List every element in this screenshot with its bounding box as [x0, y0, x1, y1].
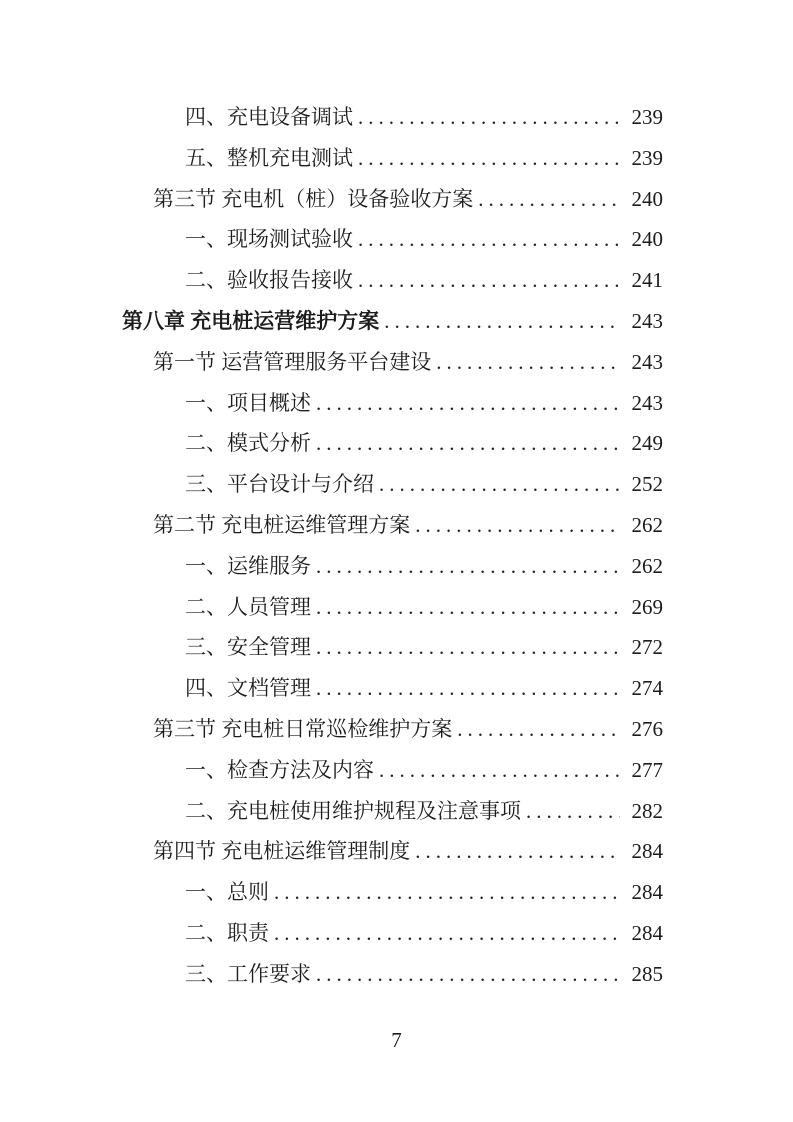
toc-dot-leader	[379, 750, 620, 791]
toc-dot-leader	[316, 546, 620, 587]
toc-entry-page-number: 262	[631, 553, 663, 578]
toc-entry-label: 一、检查方法及内容	[185, 757, 374, 782]
toc-entry-label: 第四节 充电桩运维管理制度	[153, 839, 411, 864]
toc-entry	[122, 464, 663, 505]
toc-dot-leader	[358, 260, 620, 301]
toc-entry	[122, 709, 663, 750]
toc-dot-leader	[478, 179, 620, 220]
toc-entry-label: 三、安全管理	[185, 635, 311, 660]
toc-entry-page-number: 285	[631, 961, 663, 986]
toc-entry	[122, 219, 663, 260]
toc-entry-page-number: 241	[631, 268, 663, 293]
toc-dot-leader	[358, 97, 620, 138]
toc-dot-leader	[436, 342, 620, 383]
toc-entry	[122, 423, 663, 464]
toc-entry	[122, 872, 663, 913]
toc-dot-leader	[316, 383, 620, 424]
toc-entry-label: 第二节 充电桩运维管理方案	[153, 512, 411, 537]
toc-entry-page-number: 243	[631, 390, 663, 415]
toc-entry-label: 第一节 运营管理服务平台建设	[153, 349, 432, 374]
toc-entry-page-number: 243	[631, 308, 663, 333]
toc-entry-label: 二、模式分析	[185, 431, 311, 456]
toc-entry	[122, 831, 663, 872]
toc-entry	[122, 383, 663, 424]
toc-entry-page-number: 249	[631, 431, 663, 456]
toc-entry-label: 第三节 充电桩日常巡检维护方案	[153, 716, 453, 741]
toc-entry-label: 二、职责	[185, 920, 269, 945]
toc-dot-leader	[358, 219, 620, 260]
toc-dot-leader	[316, 627, 620, 668]
toc-dot-leader	[415, 831, 620, 872]
toc-entry-page-number: 284	[631, 880, 663, 905]
toc-dot-leader	[379, 464, 620, 505]
toc-entry-label: 二、人员管理	[185, 594, 311, 619]
toc-entry	[122, 97, 663, 138]
toc-entry	[122, 505, 663, 546]
toc-dot-leader	[316, 954, 620, 995]
toc-dot-leader	[316, 587, 620, 628]
toc-entry-label: 一、项目概述	[185, 390, 311, 415]
toc-entry	[122, 750, 663, 791]
toc-dot-leader	[526, 791, 620, 832]
toc-entry-label: 四、充电设备调试	[185, 105, 353, 129]
toc-entry-page-number: 252	[631, 472, 663, 497]
toc-entry-label: 一、现场测试验收	[185, 227, 353, 252]
toc-entry	[122, 913, 663, 954]
toc-entry-page-number: 274	[631, 676, 663, 701]
toc-entry-page-number: 276	[631, 716, 663, 741]
toc-entry-page-number: 243	[631, 349, 663, 374]
toc-entry-label: 第八章 充电桩运营维护方案	[122, 308, 380, 333]
toc-entry	[122, 546, 663, 587]
toc-entry	[122, 342, 663, 383]
toc-entry	[122, 587, 663, 628]
toc-entry-page-number: 272	[631, 635, 663, 660]
toc-entry-label: 一、总则	[185, 880, 269, 905]
toc-entry-label: 一、运维服务	[185, 553, 311, 578]
toc-entry-label: 二、充电桩使用维护规程及注意事项	[185, 798, 521, 823]
toc-dot-leader	[457, 709, 620, 750]
toc-dot-leader	[274, 913, 620, 954]
toc-entry	[122, 138, 663, 179]
toc-dot-leader	[316, 668, 620, 709]
toc-dot-leader	[384, 301, 620, 342]
toc-entry-label: 二、验收报告接收	[185, 268, 353, 293]
toc-entry-label: 第三节 充电机（桩）设备验收方案	[153, 186, 474, 211]
toc-entry	[122, 668, 663, 709]
toc-dot-leader	[358, 138, 620, 179]
page-footer	[0, 1026, 793, 1054]
toc-entry-label: 三、平台设计与介绍	[185, 472, 374, 497]
toc-entry-page-number: 240	[631, 186, 663, 211]
toc-dot-leader	[316, 423, 620, 464]
toc-entry-label: 四、文档管理	[185, 676, 311, 701]
toc-entry	[122, 260, 663, 301]
toc-entry-page-number: 239	[631, 105, 663, 129]
toc-entry	[122, 954, 663, 995]
toc-list	[122, 97, 663, 995]
toc-entry-page-number: 239	[631, 145, 663, 170]
toc-entry-page-number: 277	[631, 757, 663, 782]
toc-entry	[122, 627, 663, 668]
toc-entry-label: 三、工作要求	[185, 961, 311, 986]
toc-entry-page-number: 262	[631, 512, 663, 537]
toc-entry-page-number: 284	[631, 839, 663, 864]
toc-entry-label: 五、整机充电测试	[185, 145, 353, 170]
toc-entry-page-number: 282	[631, 798, 663, 823]
toc-dot-leader	[274, 872, 620, 913]
toc-dot-leader	[415, 505, 620, 546]
toc-entry-page-number: 284	[631, 920, 663, 945]
toc-entry	[122, 179, 663, 220]
toc-entry-page-number: 240	[631, 227, 663, 252]
footer-page-number: 7	[391, 1028, 402, 1052]
toc-entry-page-number: 269	[631, 594, 663, 619]
toc-entry	[122, 301, 663, 342]
toc-entry	[122, 791, 663, 832]
